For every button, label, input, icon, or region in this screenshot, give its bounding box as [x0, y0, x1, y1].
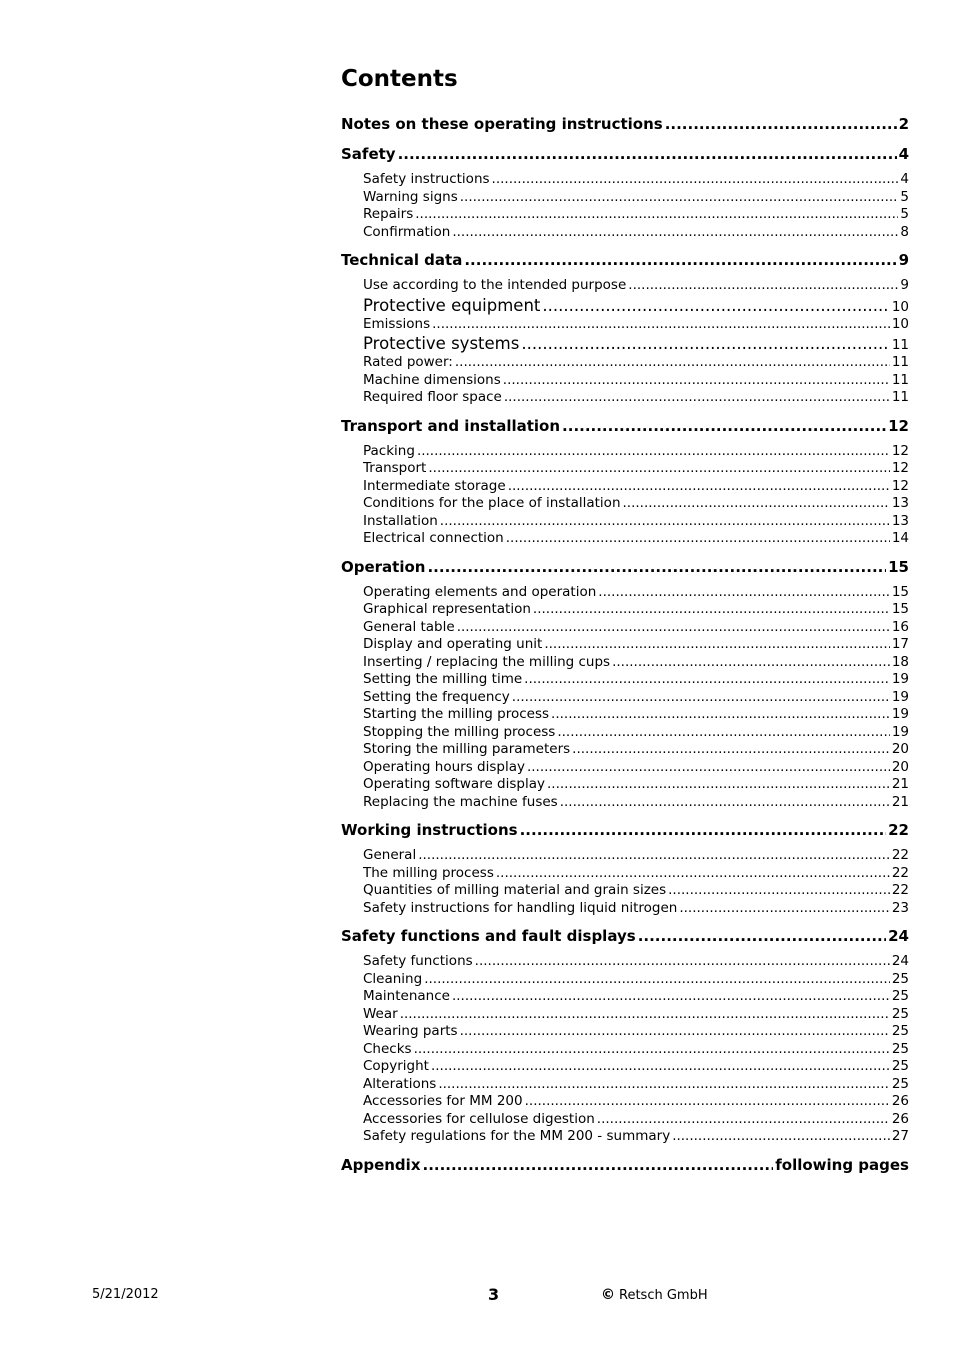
toc-chapter-page: 15 — [888, 557, 909, 576]
toc-entry-row[interactable] — [363, 460, 909, 478]
toc-entry-title: Installation — [363, 512, 438, 529]
toc-entry-page: 11 — [891, 337, 909, 353]
toc-entry-title: Electrical connection — [363, 530, 504, 546]
toc-entry-page: 25 — [891, 1058, 909, 1074]
toc-entry-page: 15 — [891, 601, 909, 617]
toc-entry-title: Protective equipment — [363, 295, 541, 315]
toc-entry-title: Storing the milling parameters — [363, 741, 571, 757]
toc-entry-row[interactable] — [363, 1128, 909, 1146]
toc-entry-page: 11 — [891, 354, 909, 370]
toc-entry-title: Safety regulations for the MM 200 - summary — [363, 1128, 671, 1144]
toc-chapter-row[interactable] — [341, 416, 909, 437]
leader-dots — [638, 926, 886, 947]
toc-chapter-title: Appendix — [341, 1155, 421, 1174]
toc-entry-page: 15 — [891, 583, 909, 600]
leader-dots — [440, 513, 890, 531]
toc-entry-row[interactable] — [363, 636, 909, 654]
toc-section — [341, 416, 909, 548]
toc-entry-page: 20 — [891, 741, 909, 757]
toc-entry-title: Graphical representation — [363, 601, 531, 617]
toc-entry-row[interactable] — [363, 478, 909, 496]
toc-entry-page: 25 — [891, 1005, 909, 1022]
toc-entry-row[interactable] — [363, 953, 909, 971]
toc-entry-page: 25 — [891, 1040, 909, 1057]
toc-entry-row[interactable] — [363, 900, 909, 918]
toc-entry-page: 4 — [900, 171, 909, 187]
toc-entry-page: 22 — [891, 847, 909, 863]
leader-dots — [542, 295, 889, 316]
leader-dots — [452, 224, 898, 242]
toc-entry-title: Maintenance — [363, 988, 450, 1004]
toc-entry-title: Intermediate storage — [363, 477, 506, 494]
toc-entry-page: 25 — [891, 988, 909, 1004]
toc-chapter-title: Notes on these operating instructions — [341, 115, 663, 133]
toc-chapter-page: 2 — [898, 115, 909, 133]
toc-entry-page: 10 — [891, 315, 909, 332]
leader-dots — [524, 671, 890, 689]
leader-dots — [557, 724, 889, 742]
toc-entry-row[interactable] — [363, 295, 909, 316]
toc-entry-page: 19 — [891, 688, 909, 705]
toc-entry-row[interactable] — [363, 495, 909, 513]
toc-entry-row[interactable] — [363, 1023, 909, 1041]
toc-entry-row[interactable] — [363, 1076, 909, 1094]
toc-entry-row[interactable] — [363, 741, 909, 759]
leader-dots — [544, 636, 889, 654]
toc-entry-page: 16 — [891, 618, 909, 635]
toc-entry-title: Emissions — [363, 315, 431, 332]
toc-section — [341, 1155, 909, 1176]
leader-dots — [418, 847, 890, 865]
toc-entry-row[interactable] — [363, 988, 909, 1006]
toc-entry-page: 5 — [900, 188, 909, 205]
toc-entry-page: 9 — [900, 277, 909, 293]
toc-entry-title: Copyright — [363, 1058, 429, 1074]
leader-dots — [665, 114, 897, 135]
leader-dots — [432, 316, 890, 334]
toc-entry-row[interactable] — [363, 354, 909, 372]
toc-entry-title: Inserting / replacing the milling cups — [363, 653, 611, 670]
toc-entry-page: 22 — [891, 882, 909, 898]
toc-entry-page: 10 — [891, 298, 909, 315]
toc-chapter-title: Operation — [341, 557, 426, 576]
toc-entry-row[interactable] — [363, 584, 909, 602]
toc-chapter-title: Safety functions and fault displays — [341, 927, 636, 945]
toc-entry-title: Setting the milling time — [363, 671, 523, 687]
toc-entry-title: Accessories for MM 200 — [363, 1093, 523, 1109]
toc-entry-title: Use according to the intended purpose — [363, 277, 627, 293]
toc-entry-title: Machine dimensions — [363, 371, 501, 388]
leader-dots — [457, 619, 890, 637]
leader-dots — [504, 389, 890, 407]
leader-dots — [598, 584, 890, 602]
leader-dots — [423, 1155, 774, 1176]
toc-chapter-row[interactable] — [341, 114, 909, 135]
toc-entry-page: 27 — [891, 1128, 909, 1144]
toc-entry-row[interactable] — [363, 601, 909, 619]
toc-entry-title: Setting the frequency — [363, 688, 510, 705]
toc-entry-page: 20 — [891, 758, 909, 775]
toc-chapter-page: 9 — [898, 251, 909, 269]
leader-dots — [427, 557, 886, 578]
toc-entry-title: Packing — [363, 442, 415, 459]
toc-entry-title: Protective systems — [363, 334, 520, 353]
footer-copyright — [601, 1287, 708, 1303]
toc-entry-title: General table — [363, 618, 455, 635]
leader-dots — [547, 776, 890, 794]
toc-section — [341, 557, 909, 812]
toc-chapter-title: Technical data — [341, 251, 463, 269]
toc-entry-page: 25 — [891, 1075, 909, 1092]
toc-entry-row[interactable] — [363, 443, 909, 461]
toc-chapter-title: Safety — [341, 145, 396, 163]
toc-chapter-page: 12 — [888, 416, 909, 435]
toc-entry-title: Cleaning — [363, 970, 423, 987]
toc-entry-row[interactable] — [363, 389, 909, 407]
toc-chapter-row[interactable] — [341, 820, 909, 841]
toc-entry-row[interactable] — [363, 1111, 909, 1129]
toc-entry-page: 23 — [891, 899, 909, 916]
toc-entry-title: Stopping the milling process — [363, 723, 556, 740]
toc-entry-title: Safety instructions — [363, 171, 490, 187]
toc-entry-row[interactable] — [363, 1041, 909, 1059]
leader-dots — [572, 741, 890, 759]
toc-entry-page: 13 — [891, 512, 909, 529]
toc-entry-title: Required floor space — [363, 389, 502, 405]
toc-entry-title: Accessories for cellulose digestion — [363, 1110, 595, 1127]
toc-entry-title: Alterations — [363, 1075, 437, 1092]
leader-dots — [424, 971, 890, 989]
toc-entry-row[interactable] — [363, 724, 909, 742]
leader-dots — [398, 144, 897, 165]
toc-entry-row[interactable] — [363, 794, 909, 812]
toc-entry-page: 25 — [891, 970, 909, 987]
leader-dots — [460, 189, 899, 207]
toc-chapter-row[interactable] — [341, 144, 909, 165]
toc-entry-row[interactable] — [363, 224, 909, 242]
toc-entry-row[interactable] — [363, 706, 909, 724]
toc-entry-title: Warning signs — [363, 188, 458, 205]
toc-chapter-row[interactable] — [341, 926, 909, 947]
toc-entry-row[interactable] — [363, 189, 909, 207]
copyright-icon: © — [601, 1287, 615, 1303]
leader-dots — [414, 1041, 890, 1059]
toc-entry-page: 24 — [891, 953, 909, 969]
toc-entry-page: 14 — [891, 530, 909, 546]
toc-entry-page: 13 — [891, 495, 909, 511]
toc-chapter-page: 4 — [898, 145, 909, 163]
footer-page-number: 3 — [488, 1285, 500, 1304]
toc-entry-row[interactable] — [363, 171, 909, 189]
toc-entry-title: Safety instructions for handling liquid nitrogen — [363, 899, 678, 916]
table-of-contents — [341, 114, 909, 1185]
toc-entry-title: Wearing parts — [363, 1023, 458, 1039]
leader-dots — [438, 1076, 890, 1094]
toc-chapter-row[interactable] — [341, 557, 909, 578]
toc-entry-row[interactable] — [363, 277, 909, 295]
toc-entry-row[interactable] — [363, 372, 909, 390]
leader-dots — [475, 953, 890, 971]
toc-chapter-row[interactable] — [341, 250, 909, 271]
toc-entry-row[interactable] — [363, 1093, 909, 1111]
toc-entry-page: 21 — [891, 793, 909, 810]
toc-entry-row[interactable] — [363, 654, 909, 672]
toc-entry-row[interactable] — [363, 971, 909, 989]
toc-entry-page: 12 — [891, 477, 909, 494]
leader-dots — [400, 1006, 890, 1024]
toc-entry-title: The milling process — [363, 864, 494, 881]
leader-dots — [525, 1093, 890, 1111]
toc-entry-row[interactable] — [363, 759, 909, 777]
leader-dots — [562, 416, 886, 437]
leader-dots — [668, 882, 890, 900]
toc-chapter-title: Working instructions — [341, 821, 518, 839]
leader-dots — [415, 206, 898, 224]
leader-dots — [506, 530, 890, 548]
toc-entry-page: 5 — [900, 206, 909, 222]
toc-entry-row[interactable] — [363, 689, 909, 707]
toc-entry-row[interactable] — [363, 865, 909, 883]
leader-dots — [508, 478, 890, 496]
toc-entry-title: Display and operating unit — [363, 636, 543, 652]
toc-entry-row[interactable] — [363, 671, 909, 689]
toc-entry-row[interactable] — [363, 619, 909, 637]
toc-entry-row[interactable] — [363, 1006, 909, 1024]
toc-entry-page: 21 — [891, 776, 909, 792]
toc-entry-title: Conditions for the place of installation — [363, 495, 621, 511]
leader-dots — [417, 443, 890, 461]
toc-entry-title: Operating software display — [363, 776, 545, 792]
toc-entry-title: General — [363, 847, 417, 863]
toc-entry-page: 19 — [891, 723, 909, 740]
toc-entry-row[interactable] — [363, 1058, 909, 1076]
footer-date: 5/21/2012 — [92, 1287, 159, 1302]
toc-entry-page: 18 — [891, 653, 909, 670]
toc-chapter-page: 22 — [888, 821, 909, 839]
toc-section — [341, 114, 909, 135]
leader-dots — [521, 333, 889, 354]
toc-chapter-page: 24 — [888, 927, 909, 945]
toc-entry-page: 11 — [891, 371, 909, 388]
toc-section — [341, 926, 909, 1146]
toc-entry-title: Quantities of milling material and grain sizes — [363, 882, 667, 898]
leader-dots — [503, 372, 890, 390]
leader-dots — [428, 460, 889, 478]
toc-section — [341, 144, 909, 241]
leader-dots — [512, 689, 890, 707]
toc-entry-page: 19 — [891, 671, 909, 687]
toc-chapter-title: Transport and installation — [341, 416, 561, 435]
toc-entry-page: 26 — [891, 1110, 909, 1127]
toc-entry-row[interactable] — [363, 316, 909, 334]
footer-company: Retsch GmbH — [619, 1288, 708, 1303]
leader-dots — [496, 865, 890, 883]
leader-dots — [492, 171, 899, 189]
toc-entry-title: Wear — [363, 1005, 398, 1022]
toc-entry-page: 25 — [891, 1023, 909, 1039]
leader-dots — [551, 706, 890, 724]
toc-entry-title: Repairs — [363, 206, 414, 222]
leader-dots — [464, 250, 896, 271]
toc-section — [341, 820, 909, 917]
toc-chapter-row[interactable] — [341, 1155, 909, 1176]
toc-entry-page: 11 — [891, 389, 909, 405]
toc-entry-page: 19 — [891, 706, 909, 722]
toc-entry-page: 22 — [891, 864, 909, 881]
toc-entry-row[interactable] — [363, 206, 909, 224]
toc-entry-title: Safety functions — [363, 953, 473, 969]
toc-entry-row[interactable] — [363, 882, 909, 900]
toc-entry-page: 17 — [891, 636, 909, 652]
toc-entry-title: Replacing the machine fuses — [363, 793, 558, 810]
leader-dots — [460, 1023, 890, 1041]
toc-entry-title: Operating elements and operation — [363, 583, 597, 600]
toc-entry-row[interactable] — [363, 776, 909, 794]
leader-dots — [431, 1058, 890, 1076]
leader-dots — [672, 1128, 890, 1146]
toc-entry-title: Confirmation — [363, 223, 451, 240]
toc-entry-row[interactable] — [363, 513, 909, 531]
toc-section — [341, 250, 909, 407]
toc-entry-title: Operating hours display — [363, 758, 525, 775]
leader-dots — [628, 277, 898, 295]
toc-entry-title: Transport — [363, 460, 427, 476]
leader-dots — [455, 354, 890, 372]
leader-dots — [679, 900, 889, 918]
toc-entry-row[interactable] — [363, 333, 909, 354]
toc-entry-row[interactable] — [363, 530, 909, 548]
toc-entry-row[interactable] — [363, 847, 909, 865]
leader-dots — [623, 495, 890, 513]
leader-dots — [612, 654, 890, 672]
toc-entry-title: Rated power: — [363, 354, 453, 370]
leader-dots — [520, 820, 887, 841]
leader-dots — [597, 1111, 890, 1129]
toc-entry-title: Checks — [363, 1040, 412, 1057]
toc-entry-page: 8 — [900, 223, 909, 240]
page-title: Contents — [341, 66, 458, 92]
leader-dots — [533, 601, 890, 619]
leader-dots — [527, 759, 890, 777]
toc-entry-title: Starting the milling process — [363, 706, 550, 722]
toc-entry-page: 12 — [891, 442, 909, 459]
toc-entry-page: 26 — [891, 1093, 909, 1109]
leader-dots — [452, 988, 890, 1006]
leader-dots — [560, 794, 890, 812]
toc-chapter-page: following pages — [775, 1155, 909, 1174]
toc-entry-page: 12 — [891, 460, 909, 476]
